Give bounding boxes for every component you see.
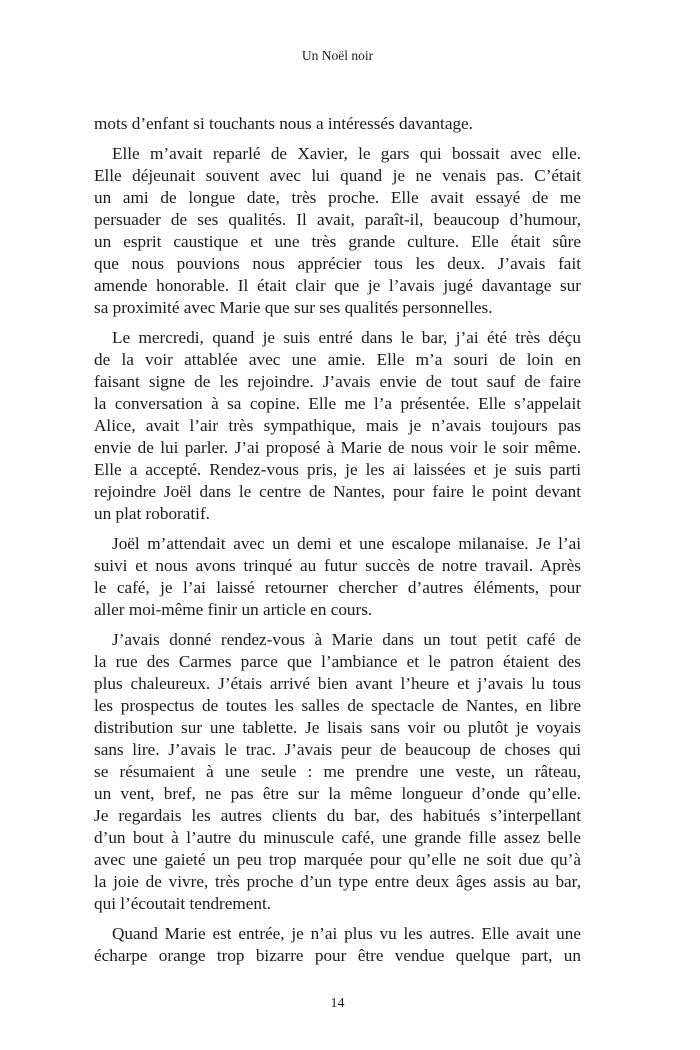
text-line: faisant signe de les rejoindre. J’avais envie de tout sauf de faire [94, 372, 581, 391]
page-number: 14 [330, 996, 345, 1011]
text-line: la conversation à sa copine. Elle me l’a présentée. Elle s’appelait [94, 394, 581, 413]
text-line: Elle a accepté. Rendez-vous pris, je les ai laissées et je suis parti [94, 460, 581, 479]
text-line: Joël m’attendait avec un demi et une escalope milanaise. Je l’ai [112, 534, 581, 553]
running-head-title: Un Noël noir [301, 48, 374, 63]
text-line: envie de lui parler. J’ai proposé à Marie de nous voir le soir même. [94, 438, 581, 457]
text-line: d’un bout à l’autre du minuscule café, une grande fille assez belle [94, 828, 581, 847]
text-line: rejoindre Joël dans le centre de Nantes, pour faire le point devant [94, 482, 581, 501]
text-line: qui l’écoutait tendrement. [94, 894, 272, 913]
text-line: distribution sur une tablette. Je lisais sans voir ou plutôt je voyais [94, 718, 581, 737]
text-line: sa proximité avec Marie que sur ses qualités personnelles. [94, 298, 493, 317]
text-line: le café, je l’ai laissé retourner chercher d’autres éléments, pour [94, 578, 581, 597]
text-line: un esprit caustique et une très grande culture. Elle était sûre [94, 232, 581, 251]
text-line: sans lire. J’avais le trac. J’avais peur de beaucoup de choses qui [94, 740, 581, 759]
text-line: amende honorable. Il était clair que je l’avais jugé davantage sur [94, 276, 581, 295]
text-line: la joie de vivre, très proche d’un type entre deux âges assis au bar, [94, 872, 581, 891]
text-line: Quand Marie est entrée, je n’ai plus vu les autres. Elle avait une [112, 924, 581, 943]
text-line: mots d’enfant si touchants nous a intéressés davantage. [94, 114, 473, 133]
text-line: la rue des Carmes parce que l’ambiance et le patron étaient des [94, 652, 581, 671]
text-line: les prospectus de toutes les salles de spectacle de Nantes, en libre [94, 696, 581, 715]
text-line: suivi et nous avons trinqué au futur succès de notre travail. Après [94, 556, 581, 575]
text-line: Le mercredi, quand je suis entré dans le bar, j’ai été très déçu [112, 328, 581, 347]
text-line: écharpe orange trop bizarre pour être vendue quelque part, un [94, 946, 581, 965]
paragraph [94, 629, 581, 915]
paragraph [94, 923, 581, 967]
text-line: J’avais donné rendez-vous à Marie dans un tout petit café de [112, 630, 581, 649]
text-line: un plat roboratif. [94, 504, 210, 523]
text-line: aller moi-même finir un article en cours. [94, 600, 373, 619]
text-line: Je regardais les autres clients du bar, des habitués s’interpellant [94, 806, 581, 825]
body-text [94, 113, 581, 975]
text-line: plus chaleureux. J’étais arrivé bien avant l’heure et j’avais lu tous [94, 674, 581, 693]
text-line: que nous pouvions nous apprécier tous les deux. J’avais fait [94, 254, 581, 273]
text-line: persuader de ses qualités. Il avait, paraît-il, beaucoup d’humour, [94, 210, 581, 229]
text-line: se résumaient à une seule : me prendre une veste, un râteau, [94, 762, 581, 781]
paragraph [94, 327, 581, 525]
text-line: de la voir attablée avec une amie. Elle m’a souri de loin en [94, 350, 581, 369]
text-line: Elle m’avait reparlé de Xavier, le gars qui bossait avec elle. [112, 144, 581, 163]
paragraph [94, 113, 581, 135]
text-line: Elle déjeunait souvent avec lui quand je ne venais pas. C’était [94, 166, 581, 185]
paragraph [94, 533, 581, 621]
text-line: un ami de longue date, très proche. Elle avait essayé de me [94, 188, 581, 207]
text-line: Alice, avait l’air très sympathique, mais je n’avais toujours pas [94, 416, 581, 435]
paragraph [94, 143, 581, 319]
text-line: avec une gaieté un peu trop marquée pour qu’elle ne soit due qu’à [94, 850, 581, 869]
text-line: un vent, bref, ne pas être sur la même longueur d’onde qu’elle. [94, 784, 581, 803]
